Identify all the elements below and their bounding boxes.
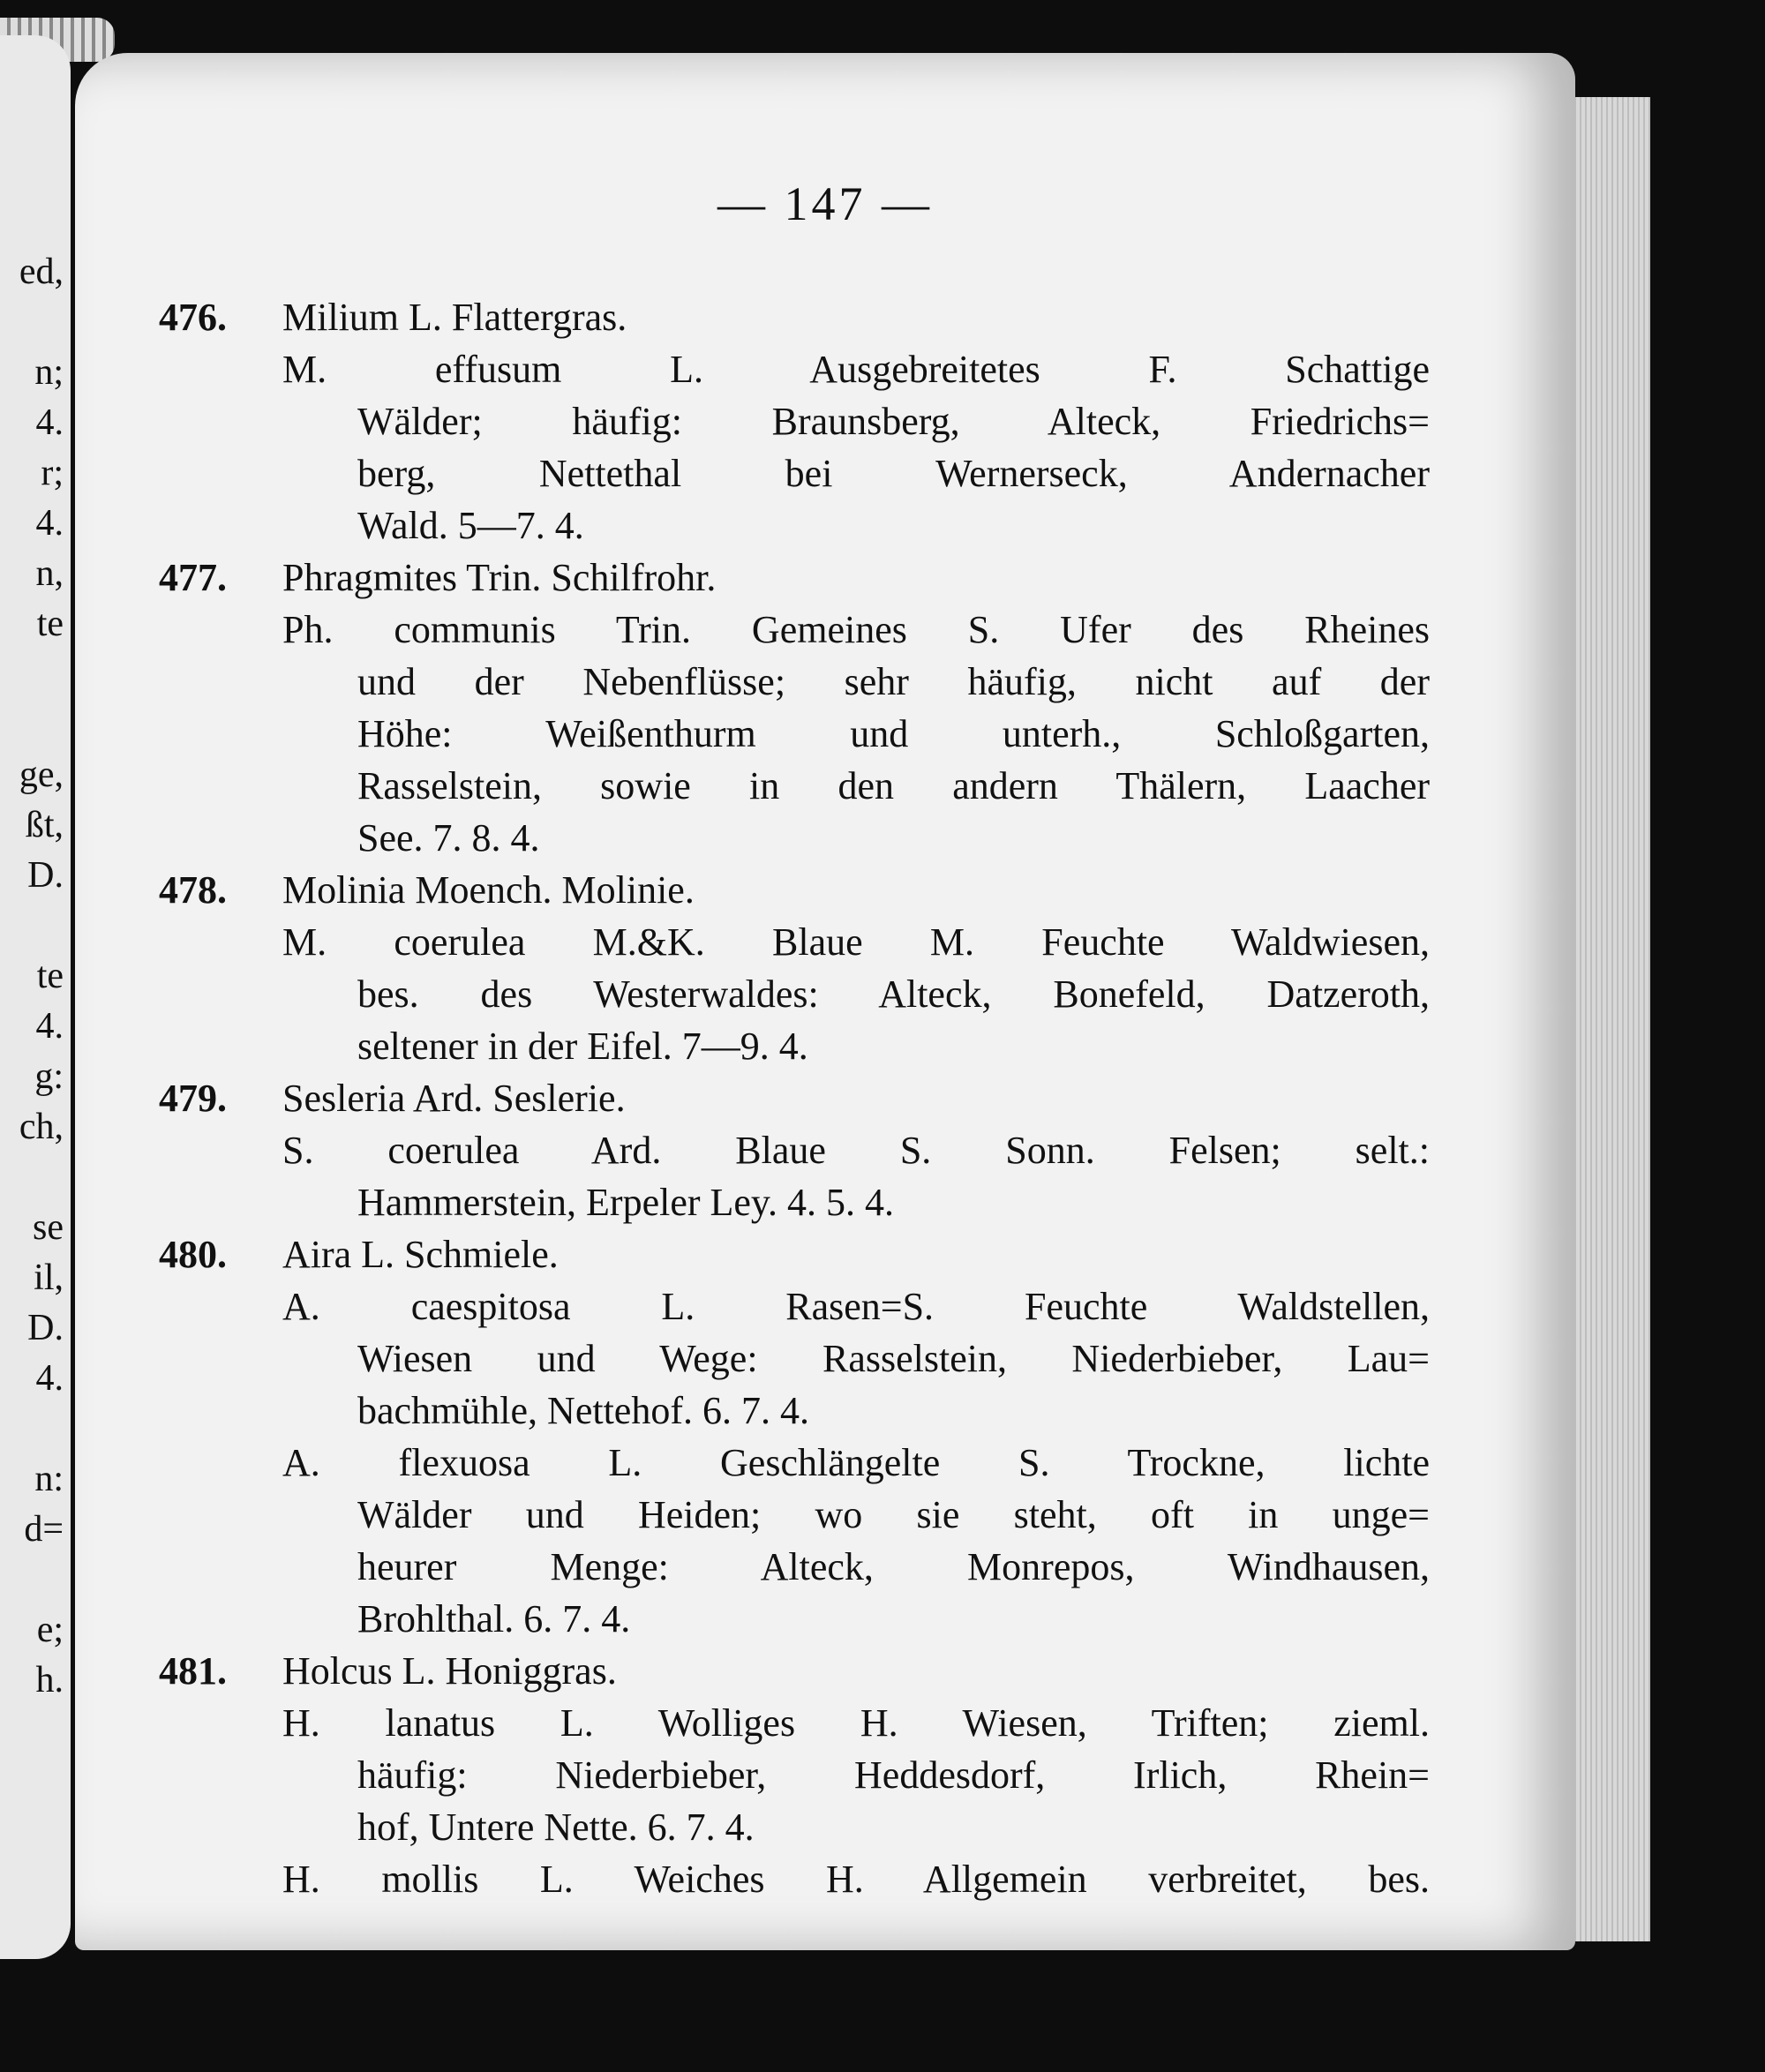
description-line: und der Nebenflüsse; sehr häufig, nicht auf der — [357, 660, 1430, 703]
description-line: bachmühle, Nettehof. 6. 7. 4. — [357, 1389, 809, 1432]
text-line — [159, 1541, 1430, 1593]
genus-heading: Sesleria Ard. Seslerie. — [282, 1077, 626, 1120]
species-line: S. coerulea Ard. Blaue S. Sonn. Felsen; selt.: — [282, 1129, 1430, 1172]
text-line — [159, 812, 1430, 864]
left-page-text-fragments — [19, 247, 64, 1706]
description-line: Rasselstein, sowie in den andern Thälern, Laacher — [357, 764, 1430, 807]
right-page — [75, 53, 1575, 1950]
entry-number: 480. — [159, 1233, 227, 1276]
text-line — [159, 1749, 1430, 1801]
left-fragment: 4. — [35, 402, 64, 443]
left-fragment: ed, — [19, 251, 64, 292]
left-fragment: 4. — [35, 1006, 64, 1047]
text-line — [159, 656, 1430, 708]
species-line: A. caespitosa L. Rasen=S. Feuchte Waldstellen, — [282, 1285, 1430, 1328]
text-line — [159, 1645, 1430, 1697]
left-fragment: g: — [34, 1056, 64, 1097]
text-line — [159, 604, 1430, 656]
text-line — [159, 1124, 1430, 1176]
left-fragment: e; — [36, 1610, 64, 1650]
left-page — [0, 35, 71, 1959]
genus-heading: Phragmites Trin. Schilfrohr. — [282, 556, 717, 599]
left-fragment — [19, 649, 64, 700]
description-line: seltener in der Eifel. 7—9. 4. — [357, 1025, 808, 1068]
text-line — [159, 708, 1430, 760]
description-line: Wälder und Heiden; wo sie steht, oft in unge= — [357, 1493, 1430, 1536]
text-line — [159, 499, 1430, 552]
left-fragment: te — [36, 956, 64, 996]
left-fragment — [19, 1555, 64, 1605]
description-line: häufig: Niederbieber, Heddesdorf, Irlich, Rhein= — [357, 1753, 1430, 1797]
entry-number: 476. — [159, 296, 227, 339]
left-fragment: n, — [35, 553, 64, 594]
text-line — [159, 968, 1430, 1020]
species-line: H. lanatus L. Wolliges H. Wiesen, Triften; zieml. — [282, 1701, 1430, 1745]
page-number: — 147 — — [717, 177, 933, 230]
left-fragment: il, — [34, 1257, 64, 1298]
text-line — [159, 1333, 1430, 1385]
left-fragment: n: — [34, 1459, 64, 1499]
left-fragment: D. — [27, 855, 64, 896]
description-line: Höhe: Weißenthurm und unterh., Schloßgarten, — [357, 712, 1430, 755]
description-line: Wiesen und Wege: Rasselstein, Niederbieber, Lau= — [357, 1337, 1430, 1380]
text-line — [159, 1020, 1430, 1072]
left-fragment: n; — [34, 352, 64, 393]
text-line — [159, 1697, 1430, 1749]
left-fragment: se — [33, 1207, 64, 1248]
text-line — [159, 1801, 1430, 1853]
species-line: M. coerulea M.&K. Blaue M. Feuchte Waldwiesen, — [282, 920, 1430, 964]
entry-number: 477. — [159, 556, 227, 599]
text-line — [159, 1437, 1430, 1489]
entry-number: 479. — [159, 1077, 227, 1120]
left-fragment: 4. — [35, 503, 64, 544]
text-line — [159, 1489, 1430, 1541]
left-fragment — [19, 1152, 64, 1203]
text-line — [159, 1853, 1430, 1905]
text-line — [159, 1072, 1430, 1124]
description-line: heurer Menge: Alteck, Monrepos, Windhausen, — [357, 1545, 1430, 1588]
left-fragment — [19, 901, 64, 951]
left-fragment: ge, — [19, 754, 64, 795]
left-fragment: ch, — [19, 1107, 64, 1147]
species-line: A. flexuosa L. Geschlängelte S. Trockne, lichte — [282, 1441, 1430, 1484]
left-fragment: 4. — [35, 1358, 64, 1399]
entry-list — [159, 291, 1430, 1905]
text-line — [159, 916, 1430, 968]
text-line — [159, 1385, 1430, 1437]
left-fragment — [19, 297, 64, 348]
description-line: Wald. 5—7. 4. — [357, 504, 584, 547]
left-fragment: r; — [41, 453, 64, 493]
left-fragment: h. — [35, 1660, 64, 1700]
text-line — [159, 291, 1430, 343]
genus-heading: Holcus L. Honiggras. — [282, 1649, 617, 1693]
text-line — [159, 447, 1430, 499]
text-line — [159, 1280, 1430, 1333]
text-line — [159, 1593, 1430, 1645]
text-line — [159, 1176, 1430, 1228]
description-line: Hammerstein, Erpeler Ley. 4. 5. 4. — [357, 1181, 895, 1224]
text-line — [159, 1228, 1430, 1280]
left-fragment: ßt, — [25, 805, 64, 845]
species-line: M. effusum L. Ausgebreitetes F. Schattige — [282, 348, 1430, 391]
genus-heading: Molinia Moench. Molinie. — [282, 868, 695, 912]
description-line: Wälder; häufig: Braunsberg, Alteck, Friedrichs= — [357, 400, 1430, 443]
species-line: Ph. communis Trin. Gemeines S. Ufer des Rheines — [282, 608, 1430, 651]
entry-number: 478. — [159, 868, 227, 912]
left-fragment: d= — [24, 1509, 64, 1550]
description-line: hof, Untere Nette. 6. 7. 4. — [357, 1805, 755, 1849]
left-fragment — [19, 700, 64, 750]
text-line — [159, 343, 1430, 395]
genus-heading: Aira L. Schmiele. — [282, 1233, 559, 1276]
left-fragment: te — [36, 604, 64, 644]
description-line: berg, Nettethal bei Wernerseck, Andernacher — [357, 452, 1430, 495]
text-line — [159, 864, 1430, 916]
entry-number: 481. — [159, 1649, 227, 1693]
description-line: Brohlthal. 6. 7. 4. — [357, 1597, 631, 1640]
genus-heading: Milium L. Flattergras. — [282, 296, 627, 339]
text-line — [159, 760, 1430, 812]
text-line — [159, 552, 1430, 604]
left-fragment — [19, 1404, 64, 1454]
left-fragment: D. — [27, 1308, 64, 1348]
species-line: H. mollis L. Weiches H. Allgemein verbreitet, bes. — [282, 1858, 1430, 1901]
description-line: bes. des Westerwaldes: Alteck, Bonefeld, Datzeroth, — [357, 972, 1430, 1016]
description-line: See. 7. 8. 4. — [357, 816, 540, 860]
text-line — [159, 395, 1430, 447]
